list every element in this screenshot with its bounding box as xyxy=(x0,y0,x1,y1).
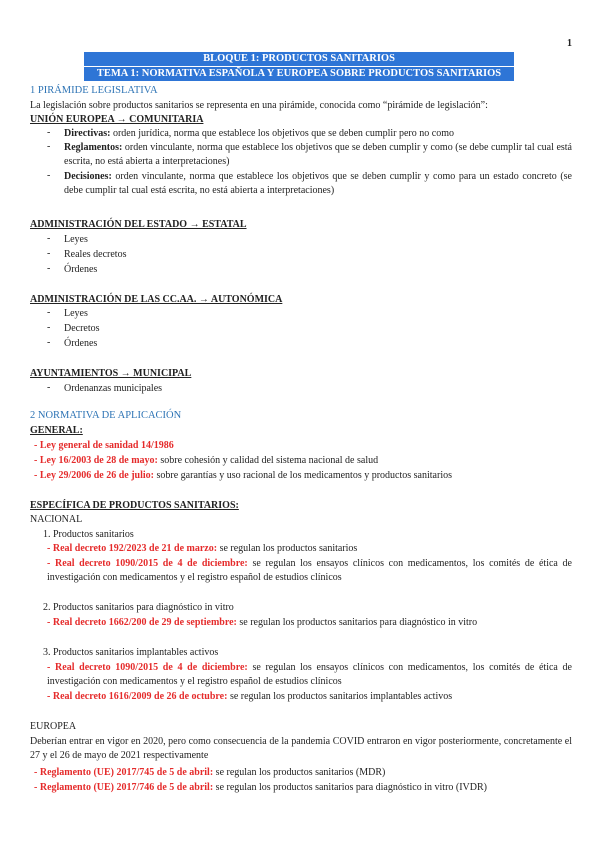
block-title: BLOQUE 1: PRODUCTOS SANITARIOS xyxy=(84,52,514,66)
ccaa-heading: ADMINISTRACIÓN DE LAS CC.AA. → AUTONÓMICA xyxy=(30,294,283,305)
ccaa-item: Decretos xyxy=(64,323,100,334)
nacional-law-item: - Real decreto 1662/200 de 29 de septiembre: se regulan los productos sanitarios para diagnóstico in vitro xyxy=(47,617,478,628)
estado-heading: ADMINISTRACIÓN DEL ESTADO → ESTATAL xyxy=(30,219,247,230)
section-2-title: 2 NORMATIVA DE APLICACIÓN xyxy=(30,410,182,421)
ue-item-directivas: Directivas: orden jurídica, norma que establece los objetivos que se deben cumplir pero no como xyxy=(64,128,454,139)
nacional-law-item: - Real decreto 1090/2015 de 4 de diciembre: se regulan los ensayos clínicos con medicamentos, los comités de ética de investigación con medicamentos y el registro español de estudios clínicos xyxy=(47,558,572,583)
ue-item-decisiones: Decisiones: orden vinculante, norma que establece los objetivos que se deben cumplir y como para un estado concreto (se debe cumplir tal cual está escrita, no está abierta a interpretaciones) xyxy=(64,171,572,196)
document-page: 1 BLOQUE 1: PRODUCTOS SANITARIOS TEMA 1: NORMATIVA ESPAÑOLA Y EUROPEA SOBRE PRODUCTOS SANITARIOS 1 PIRÁMIDE LEGISLATIVA La legislación sobre productos sanitarios se representa en una pirámide, conocida como “pirámide de legislación”: UNIÓN EUROPEA → COMUNITARIA - Directivas: orden jurídica, norma que establece los objetivos que se deben cumplir pero no como - Reglamentos: orden vinculante, norma que establece los objetivos que se deben cumplir y como (se debe cumplir tal cual está escrita, no está abierta a interpretaciones) - Decisiones: orden vinculante, norma que establece los objetivos que se deben cumplir y como para un estado concreto (se debe cumplir tal cual está escrita, no está abierta a interpretaciones) ADMINISTRACIÓN DEL ESTADO → ESTATAL - Leyes - Reales decretos - Órdenes ADMINISTRACIÓN DE LAS CC.AA. → AUTONÓMICA - Leyes - Decretos - Órdenes AYUNTAMIENTOS → MUNICIPAL - Ordenanzas municipales 2 NORMATIVA DE APLICACIÓN GENERAL: - Ley general de sanidad 14/1986 - Ley 16/2003 de 28 de mayo: sobre cohesión y calidad del sistema nacional de salud - Ley 29/2006 de 26 de julio: sobre garantías y uso racional de los medicamentos y productos sanitarios ESPECÍFICA DE PRODUCTOS SANITARIOS: NACIONAL 1. Productos sanitarios - Real decreto 192/2023 de 21 de marzo: se regulan los productos sanitarios - Real decreto 1090/2015 de 4 de diciembre: se regulan los ensayos clínicos con medicamentos, los comités de ética de investigación con medicamentos y el registro español de estudios clínicos 2. Productos sanitarios para diagnóstico in vitro - Real decreto 1662/200 de 29 de septiembre: se regulan los productos sanitarios para diagnóstico in vitro 3. Productos sanitarios implantables activos - Real decreto 1090/2015 de 4 de diciembre: se regulan los ensayos clínicos con medicamentos, los comités de ética de investigación con medicamentos y el registro español de estudios clínicos - Real decreto 1616/2009 de 26 de octubre: se regulan los productos sanitarios implantables activos EUROPEA Deberían entrar en vigor en 2020, pero como consecuencia de la pandemia COVID entraron en vigor posteriormente, concretamente el 27 y el 26 de mayo de 2021 respectivamente - Reglamento (UE) 2017/745 de 5 de abril: se regulan los productos sanitarios (MDR) - Reglamento (UE) 2017/746 de 5 de abril: se regulan los productos sanitarios para diagnóstico in vitro (IVDR) xyxy=(30,38,572,793)
ue-heading: UNIÓN EUROPEA → COMUNITARIA xyxy=(30,114,204,125)
europea-law-item: - Reglamento (UE) 2017/746 de 5 de abril: se regulan los productos sanitarios para diagnóstico in vitro (IVDR) xyxy=(34,782,487,793)
general-law-item: - Ley general de sanidad 14/1986 xyxy=(34,440,174,451)
theme-title: TEMA 1: NORMATIVA ESPAÑOLA Y EUROPEA SOBRE PRODUCTOS SANITARIOS xyxy=(84,67,514,81)
ccaa-item: Leyes xyxy=(64,308,88,319)
nacional-label: NACIONAL xyxy=(30,514,83,525)
especifica-heading: ESPECÍFICA DE PRODUCTOS SANITARIOS: xyxy=(30,500,239,511)
estado-item: Reales decretos xyxy=(64,249,127,260)
ue-item-reglamentos: Reglamentos: orden vinculante, norma que establece los objetivos que se deben cumplir y como (se debe cumplir tal cual está escrita, no está abierta a interpretaciones) xyxy=(64,142,572,167)
municipal-item: Ordenanzas municipales xyxy=(64,383,163,394)
group-1-label: 1. Productos sanitarios xyxy=(43,529,134,540)
estado-item: Órdenes xyxy=(64,264,98,275)
page-number: 1 xyxy=(567,38,572,49)
nacional-law-item: - Real decreto 192/2023 de 21 de marzo: se regulan los productos sanitarios xyxy=(47,543,358,554)
section-1-title: 1 PIRÁMIDE LEGISLATIVA xyxy=(30,85,158,96)
europea-law-item: - Reglamento (UE) 2017/745 de 5 de abril: se regulan los productos sanitarios (MDR) xyxy=(34,767,386,778)
ccaa-item: Órdenes xyxy=(64,338,98,349)
general-law-item: - Ley 29/2006 de 26 de julio: sobre garantías y uso racional de los medicamentos y productos sanitarios xyxy=(34,470,452,481)
section-1-intro: La legislación sobre productos sanitarios se representa en una pirámide, conocida como “pirámide de legislación”: xyxy=(30,100,488,111)
municipal-heading: AYUNTAMIENTOS → MUNICIPAL xyxy=(30,368,192,379)
estado-item: Leyes xyxy=(64,234,88,245)
europea-label: EUROPEA xyxy=(30,721,77,732)
general-law-item: - Ley 16/2003 de 28 de mayo: sobre cohesión y calidad del sistema nacional de salud xyxy=(34,455,379,466)
nacional-law-item: - Real decreto 1090/2015 de 4 de diciembre: se regulan los ensayos clínicos con medicamentos, los comités de ética de investigación con medicamentos y el registro español de estudios clínicos xyxy=(47,662,572,687)
nacional-law-item: - Real decreto 1616/2009 de 26 de octubre: se regulan los productos sanitarios implantables activos xyxy=(47,691,453,702)
general-heading: GENERAL: xyxy=(30,425,83,436)
group-3-label: 3. Productos sanitarios implantables activos xyxy=(43,647,219,658)
group-2-label: 2. Productos sanitarios para diagnóstico in vitro xyxy=(43,602,234,613)
europea-intro: Deberían entrar en vigor en 2020, pero como consecuencia de la pandemia COVID entraron en vigor posteriormente, concretamente el 27 y el 26 de mayo de 2021 respectivamente xyxy=(30,736,572,761)
